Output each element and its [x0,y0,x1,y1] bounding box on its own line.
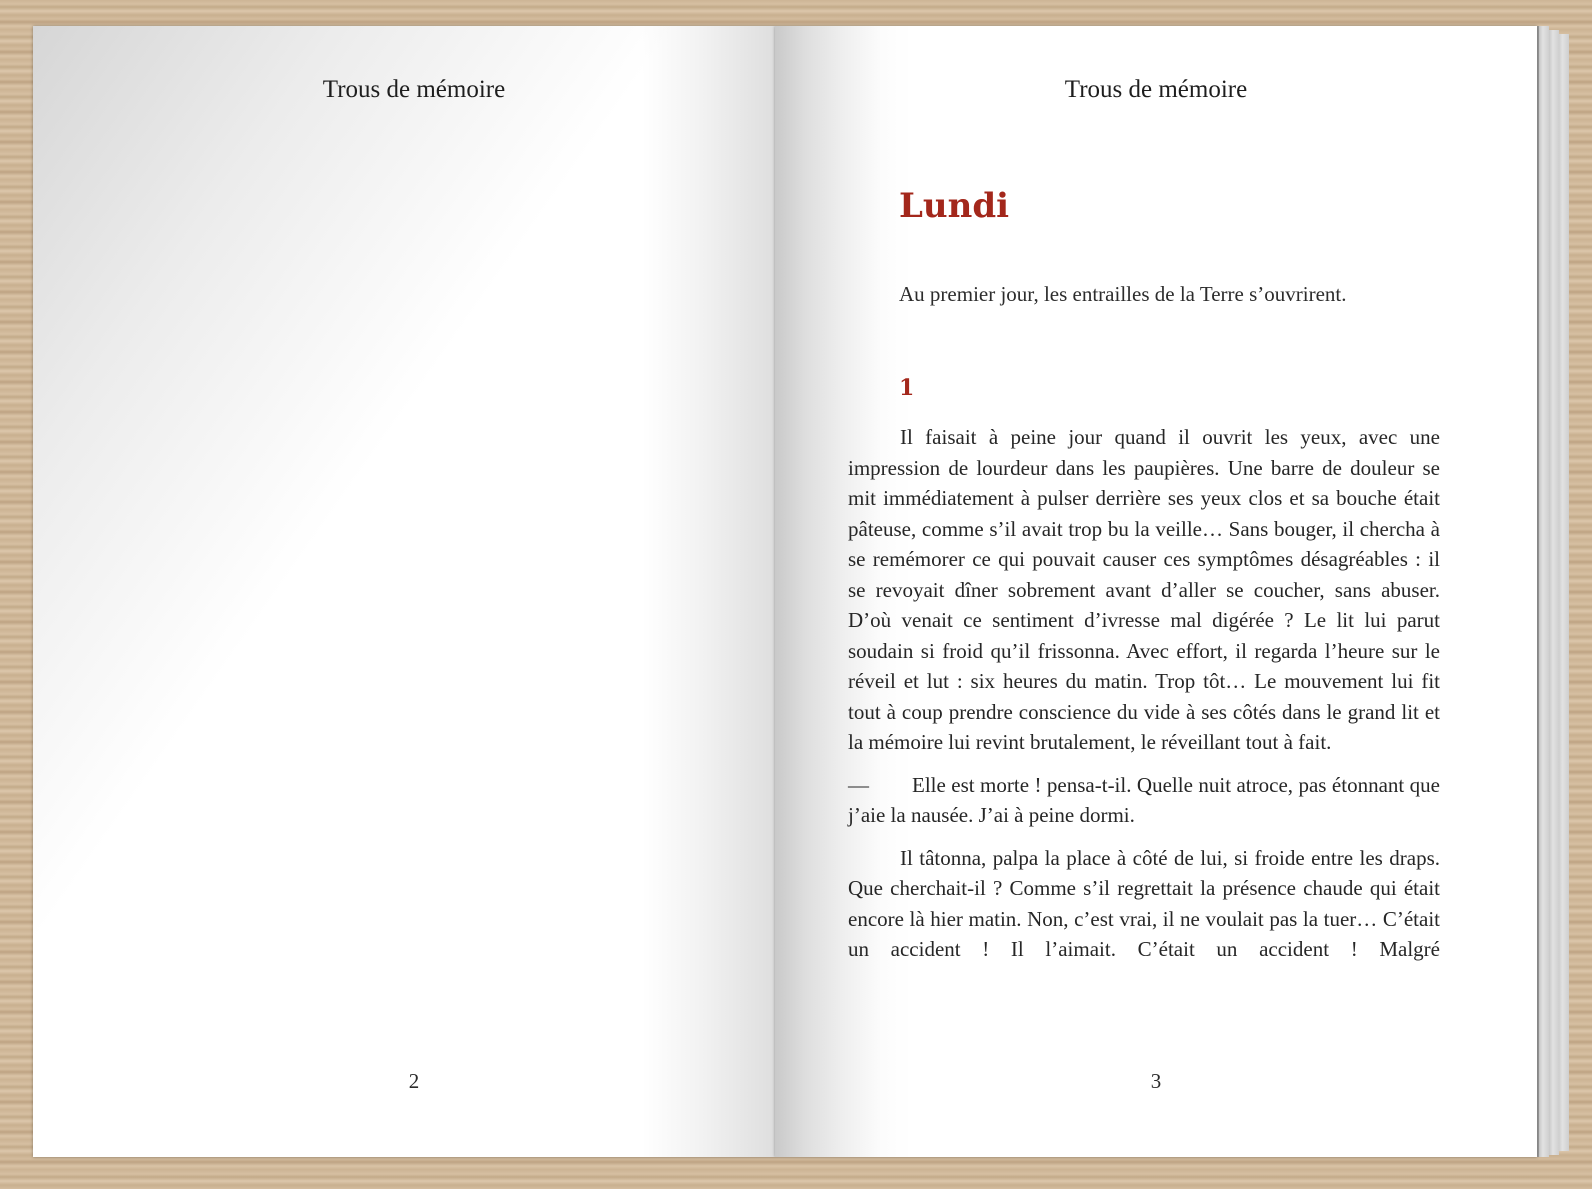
epigraph: Au premier jour, les entrailles de la Terre s’ouvrirent. [899,282,1347,306]
dialogue-dash: — [848,772,869,797]
running-head: Trous de mémoire [1064,76,1248,103]
left-page[interactable] [33,26,775,1157]
right-page[interactable] [775,26,1537,1157]
running-head: Trous de mémoire [322,76,506,103]
chapter-title: Lundi [899,186,1010,226]
paragraph: Il faisait à peine jour quand il ouvrit les yeux, avec une impression de lourdeur dans les paupières. Une barre de douleur se mit immédiatement à pulser derrière ses yeux clos et sa bouche était pâteuse, comme s’il avait trop bu la veille… Sans bouger, il chercha à se remémorer ce qui pouvait causer ces symptômes désagréables : il se revoyait dîner sobrement avant d’aller se coucher, sans abuser. D’où venait ce sentiment d’ivresse mal digérée ? Le lit lui parut soudain si froid qu’il frissonna. Avec effort, il regarda l’heure sur le réveil et lut : six heures du matin. Trop tôt… Le mouvement lui fit tout à coup prendre conscience du vide à ses côtés dans le grand lit et la mémoire lui revint brutalement, le réveillant tout à fait. [848,425,1440,754]
page-number: 2 [408,1069,420,1093]
dialogue-paragraph [848,770,1440,831]
page-number: 3 [1150,1069,1162,1093]
paragraph: Il tâtonna, palpa la place à côté de lui, si froide entre les draps. Que cherchait-il ? Comme s’il regrettait la présence chaude qui était encore là hier matin. Non, c’est vrai, il ne voulait pas la tuer… C’était un accident ! Il l’aimait. C’était un accident ! Malgré [848,845,1440,961]
section-number: 1 [899,375,915,401]
open-book [33,26,1568,1157]
dialogue-text: Elle est morte ! pensa-t-il. Quelle nuit atroce, pas étonnant que j’aie la nausée. J’ai à peine dormi. [848,772,1440,827]
page-stack-edge [1537,26,1549,1157]
body-text [848,422,1440,965]
